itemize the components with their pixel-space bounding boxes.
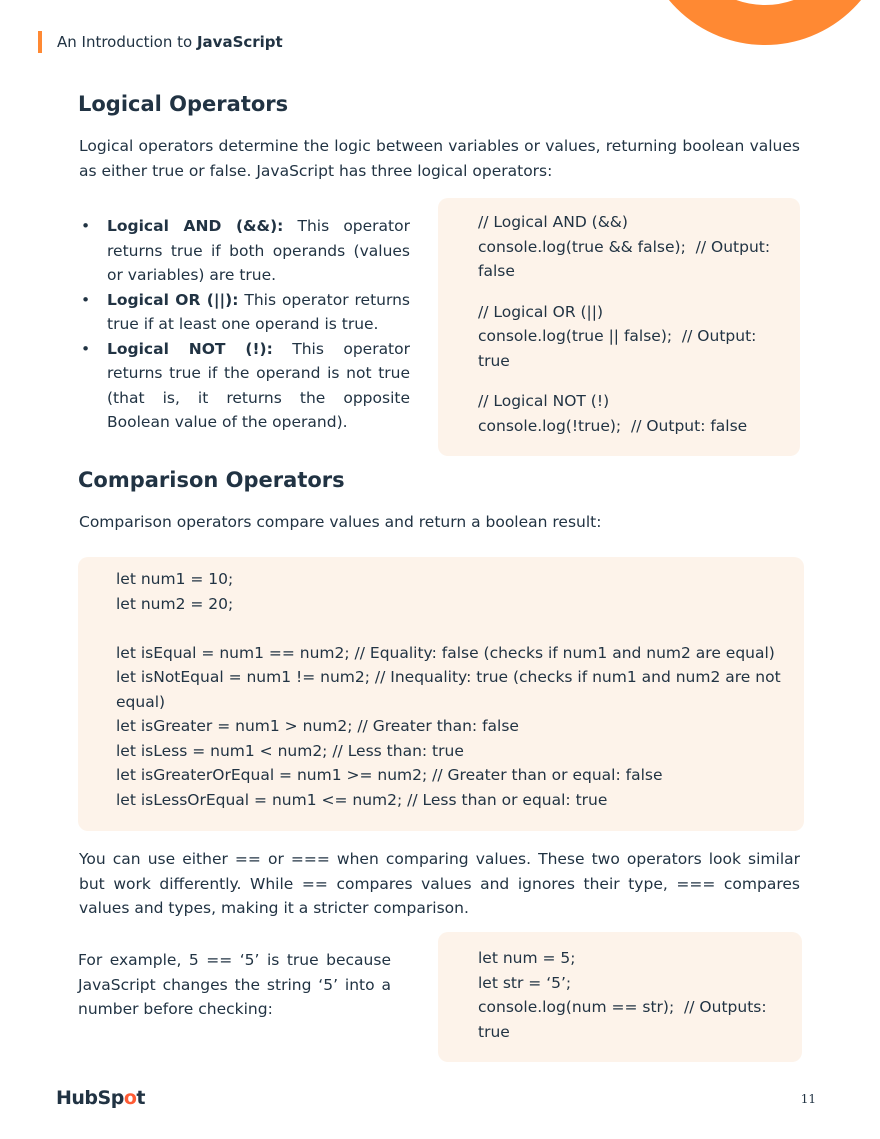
logical-bullet-list (79, 214, 410, 435)
section-title-comparison: Comparison Operators (78, 468, 345, 492)
code-line: let isEqual = num1 == num2; // Equality: false (checks if num1 and num2 are equal) (116, 643, 775, 662)
bullet-not (79, 337, 410, 435)
code-line: // Logical NOT (!) (478, 392, 610, 410)
header-prefix: An Introduction to (57, 33, 197, 51)
bullet-text: This operator returns true if the operand is not true (that is, it returns the opposite Boolean value of the operand). (107, 339, 410, 431)
code-line: let isGreater = num1 > num2; // Greater than: false (116, 717, 519, 735)
code-line: let str = ‘5’; (478, 973, 572, 992)
code-line: let num2 = 20; (116, 594, 234, 613)
code-line: console.log(num == str); // Outputs: true (478, 998, 772, 1041)
bullet-and (79, 214, 410, 288)
code-line: let isNotEqual = num1 != num2; // Inequality: true (checks if num1 and num2 are not equal) (116, 668, 786, 711)
example-code-block (438, 932, 802, 1062)
page-number: 11 (800, 1092, 816, 1106)
comparison-code-block (78, 557, 804, 831)
comparison-intro: Comparison operators compare values and return a boolean result: (79, 513, 602, 531)
code-line: console.log(true && false); // Output: false (478, 237, 776, 280)
hubspot-logo: HubSpot (56, 1087, 145, 1109)
example-paragraph: For example, 5 == ‘5’ is true because JavaScript changes the string ‘5’ into a number before checking: (78, 951, 391, 1018)
decorative-orange-arc (640, 0, 880, 45)
bullet-term: Logical OR (||): (107, 290, 239, 309)
code-line: let isLess = num1 < num2; // Less than: true (116, 741, 464, 760)
bullet-text: This operator returns true if both operands (values or variables) are true. (107, 217, 410, 284)
section-title-logical: Logical Operators (78, 92, 289, 116)
code-line: // Logical AND (&&) (478, 213, 628, 231)
bullet-text: This operator returns true if at least one operand is true. (107, 290, 410, 333)
equality-paragraph: You can use either == or === when comparing values. These two operators look similar but work differently. While == compares values and ignores their type, === compares values and types, making it a stricter comparison. (79, 850, 800, 917)
bullet-term: Logical AND (&&): (107, 217, 284, 235)
code-line: let num = 5; (478, 949, 576, 967)
code-line: let isLessOrEqual = num1 <= num2; // Less than or equal: true (116, 790, 608, 809)
logical-code-block (438, 198, 800, 456)
code-line: console.log(true || false); // Output: true (478, 327, 762, 370)
code-line: // Logical OR (||) (478, 302, 604, 321)
header-bold: JavaScript (196, 33, 283, 51)
bullet-term: Logical NOT (!): (107, 339, 273, 358)
bullet-or (79, 288, 410, 337)
code-line: let num1 = 10; (116, 570, 234, 588)
code-line: let isGreaterOrEqual = num1 >= num2; // Greater than or equal: false (116, 766, 663, 784)
document-header (57, 33, 283, 51)
logical-intro: Logical operators determine the logic between variables or values, returning boolean values as either true or false. JavaScript has three logical operators: (79, 137, 800, 180)
code-line: console.log(!true); // Output: false (478, 416, 748, 435)
header-accent-bar (38, 31, 42, 53)
